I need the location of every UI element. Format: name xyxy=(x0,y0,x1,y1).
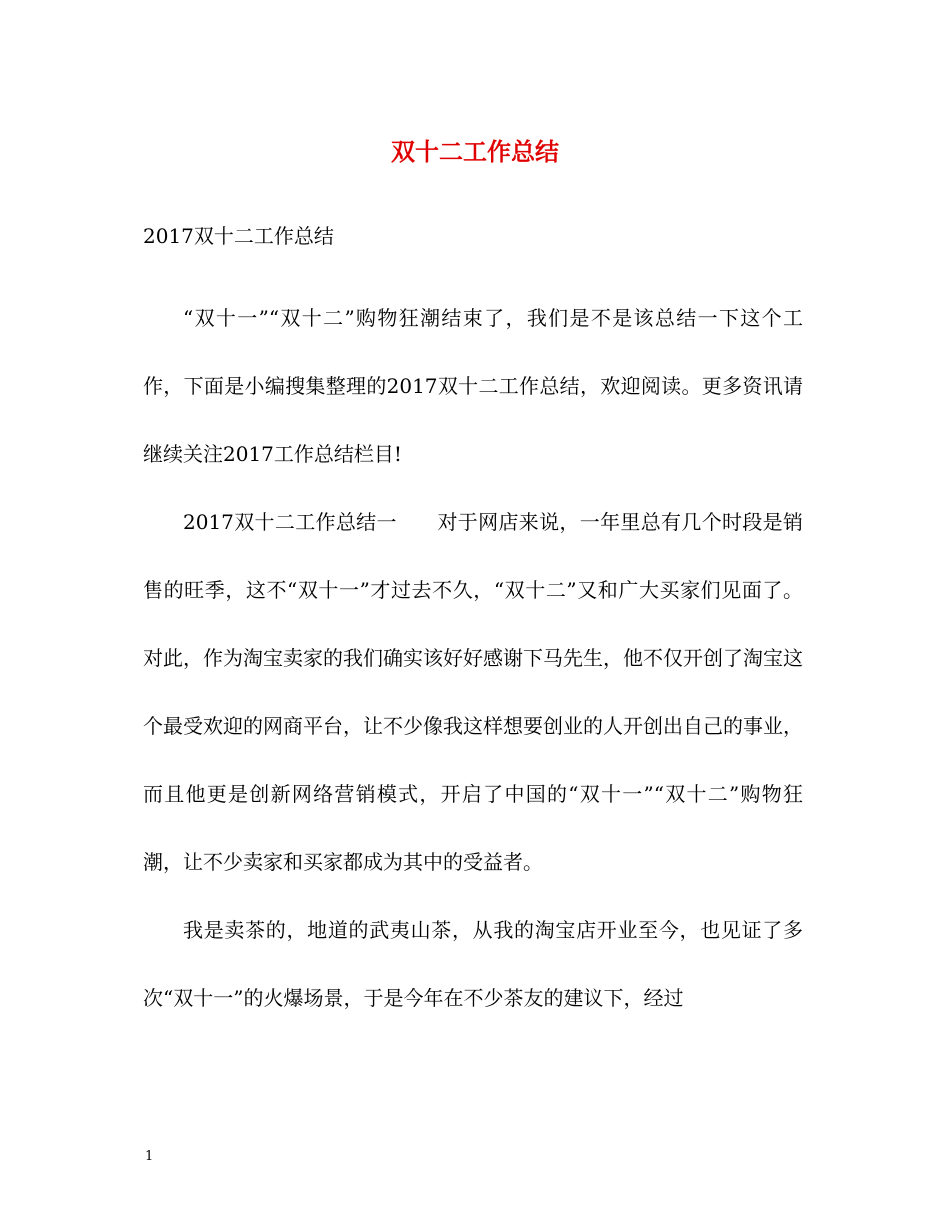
paragraph-summary-one: 2017双十二工作总结一 对于网店来说，一年里总有几个时段是销售的旺季，这不“双十一”才过去不久，“双十二”又和广大买家们见面了。对此，作为淘宝卖家的我们确实该好好感谢下马先生，他不仅开创了淘宝这个最受欢迎的网商平台，让不少像我这样想要创业的人开创出自己的事业，而且他更是创新网络营销模式，开启了中国的“双十一”“双十二”购物狂潮，让不少卖家和买家都成为其中的受益者。 xyxy=(143,510,803,874)
document-title: 双十二工作总结 xyxy=(391,137,559,166)
page-number: 1 xyxy=(145,1149,154,1164)
paragraph-tea-shop: 我是卖茶的，地道的武夷山茶，从我的淘宝店开业至今，也见证了多次“双十一”的火爆场景，于是今年在不少茶友的建议下，经过 xyxy=(143,918,803,1010)
paragraph-intro: “双十一”“双十二”购物狂潮结束了，我们是不是该总结一下这个工作，下面是小编搜集整理的2017双十二工作总结，欢迎阅读。更多资讯请继续关注2017工作总结栏目! xyxy=(143,306,803,466)
document-subtitle: 2017双十二工作总结 xyxy=(143,224,334,248)
document-body xyxy=(143,284,803,1032)
